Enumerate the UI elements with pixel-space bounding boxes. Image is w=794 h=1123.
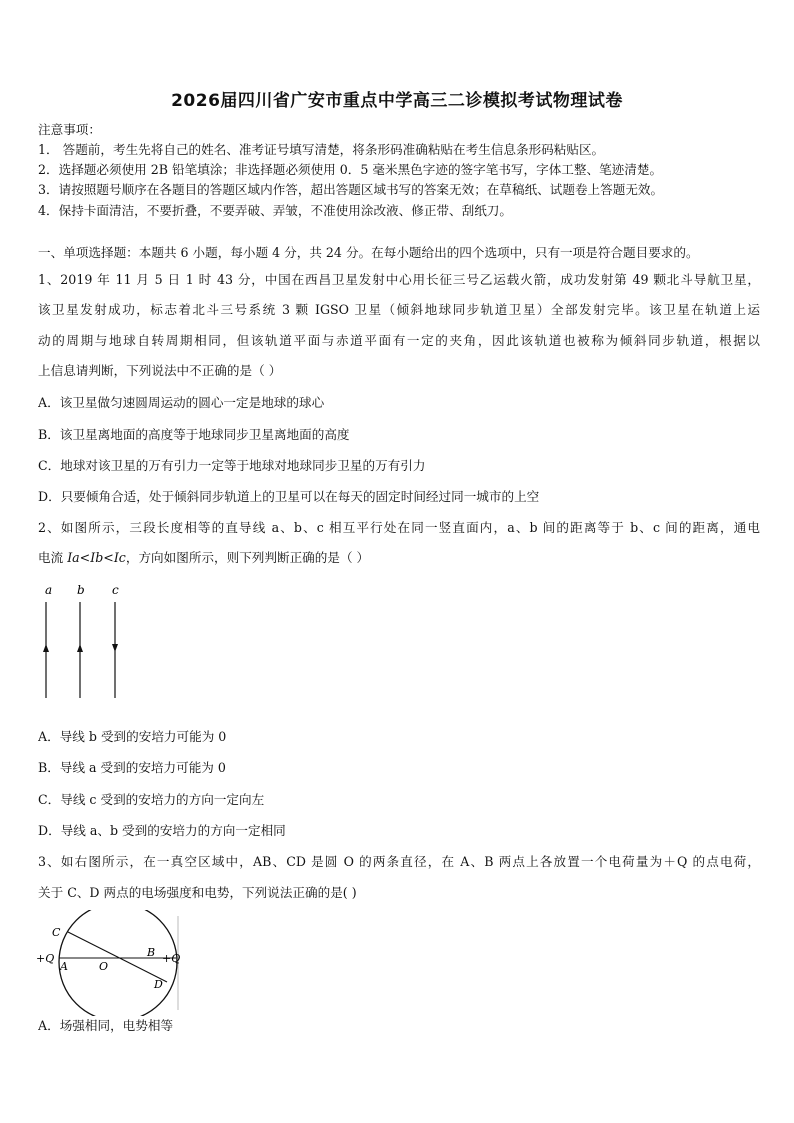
point-label-c: C — [52, 926, 61, 939]
parallel-wires-figure — [30, 578, 140, 708]
point-label-a: A — [60, 960, 68, 973]
q3-option-a: A．场强相同，电势相等 — [38, 1018, 174, 1033]
current-inequality: Ia<Ib<Ic — [67, 550, 126, 565]
q3-stem-line: 3、如右图所示，在一真空区域中，AB、CD 是圆 O 的两条直径，在 A、B 两点上各放置一个电荷量为＋Q 的点电荷， — [38, 854, 760, 869]
circle-charges-figure — [34, 910, 184, 1016]
wire-label-c: c — [112, 583, 119, 597]
notice-heading: 注意事项： — [38, 122, 101, 137]
q1-option-d: D．只要倾角合适，处于倾斜同步轨道上的卫星可以在每天的固定时间经过同一城市的上空 — [38, 489, 540, 504]
section-heading: 一、单项选择题：本题共 6 小题，每小题 4 分，共 24 分。在每小题给出的四个选项中，只有一项是符合题目要求的。 — [38, 245, 699, 260]
q1-stem-line: 动的周期与地球自转周期相同，但该轨道平面与赤道平面有一定的夹角，因此该轨道也被称为倾斜同步轨道，根据以 — [38, 333, 760, 348]
q2-option-d: D．导线 a、b 受到的安培力的方向一定相同 — [38, 823, 286, 838]
q1-stem-line: 上信息请判断，下列说法中不正确的是（ ） — [38, 363, 282, 378]
q1-option-c: C．地球对该卫星的万有引力一定等于地球对地球同步卫星的万有引力 — [38, 458, 426, 473]
wire-label-a: a — [45, 583, 53, 597]
page-title: 2026届四川省广安市重点中学高三二诊模拟考试物理试卷 — [171, 91, 623, 111]
q2-stem-line: 2、如图所示，三段长度相等的直导线 a、b、c 相互平行处在同一竖直面内，a、b 间的距离等于 b、c 间的距离，通电 — [38, 520, 760, 535]
wire-label-b: b — [77, 583, 85, 597]
arrow-up-icon — [43, 644, 49, 652]
q2-option-a: A．导线 b 受到的安培力可能为 0 — [38, 729, 227, 744]
q2-option-c: C．导线 c 受到的安培力的方向一定向左 — [38, 792, 265, 807]
arrow-up-icon — [77, 644, 83, 652]
point-label-o: O — [99, 960, 109, 973]
q1-option-a: A．该卫星做匀速圆周运动的圆心一定是地球的球心 — [38, 395, 325, 410]
q2-option-b: B．导线 a 受到的安培力可能为 0 — [38, 760, 226, 775]
notice-item: 2．选择题必须使用 2B 铅笔填涂；非选择题必须使用 0．5 毫米黑色字迹的签字笔书写，字体工整、笔迹清楚。 — [38, 162, 663, 177]
point-label-d: D — [154, 978, 163, 991]
q3-stem-line: 关于 C、D 两点的电场强度和电势，下列说法正确的是( ) — [38, 885, 357, 900]
q2-stem-prefix: 电流 — [38, 550, 68, 565]
q2-stem-suffix: ，方向如图所示，则下列判断正确的是（ ） — [125, 550, 370, 565]
q2-stem-line2 — [38, 548, 760, 568]
notice-item: 1． 答题前，考生先将自己的姓名、准考证号填写清楚，将条形码准确粘贴在考生信息条形码粘贴区。 — [38, 142, 605, 157]
charge-label-right: +Q — [162, 952, 181, 965]
q1-stem-line: 该卫星发射成功，标志着北斗三号系统 3 颗 IGSO 卫星（倾斜地球同步轨道卫星）全部发射完毕。该卫星在轨道上运 — [38, 302, 760, 317]
q1-option-b: B．该卫星离地面的高度等于地球同步卫星离地面的高度 — [38, 427, 350, 442]
arrow-down-icon — [112, 644, 118, 652]
circle-o — [59, 910, 177, 1016]
notice-item: 4．保持卡面清洁，不要折叠，不要弄破、弄皱，不准使用涂改液、修正带、刮纸刀。 — [38, 203, 512, 218]
notice-item: 3．请按照题号顺序在各题目的答题区域内作答，超出答题区域书写的答案无效；在草稿纸、试题卷上答题无效。 — [38, 182, 664, 197]
q1-stem-line: 1、2019 年 11 月 5 日 1 时 43 分，中国在西昌卫星发射中心用长征三号乙运载火箭，成功发射第 49 颗北斗导航卫星， — [38, 272, 760, 287]
point-label-b: B — [147, 946, 156, 959]
charge-label-left: +Q — [36, 952, 55, 965]
